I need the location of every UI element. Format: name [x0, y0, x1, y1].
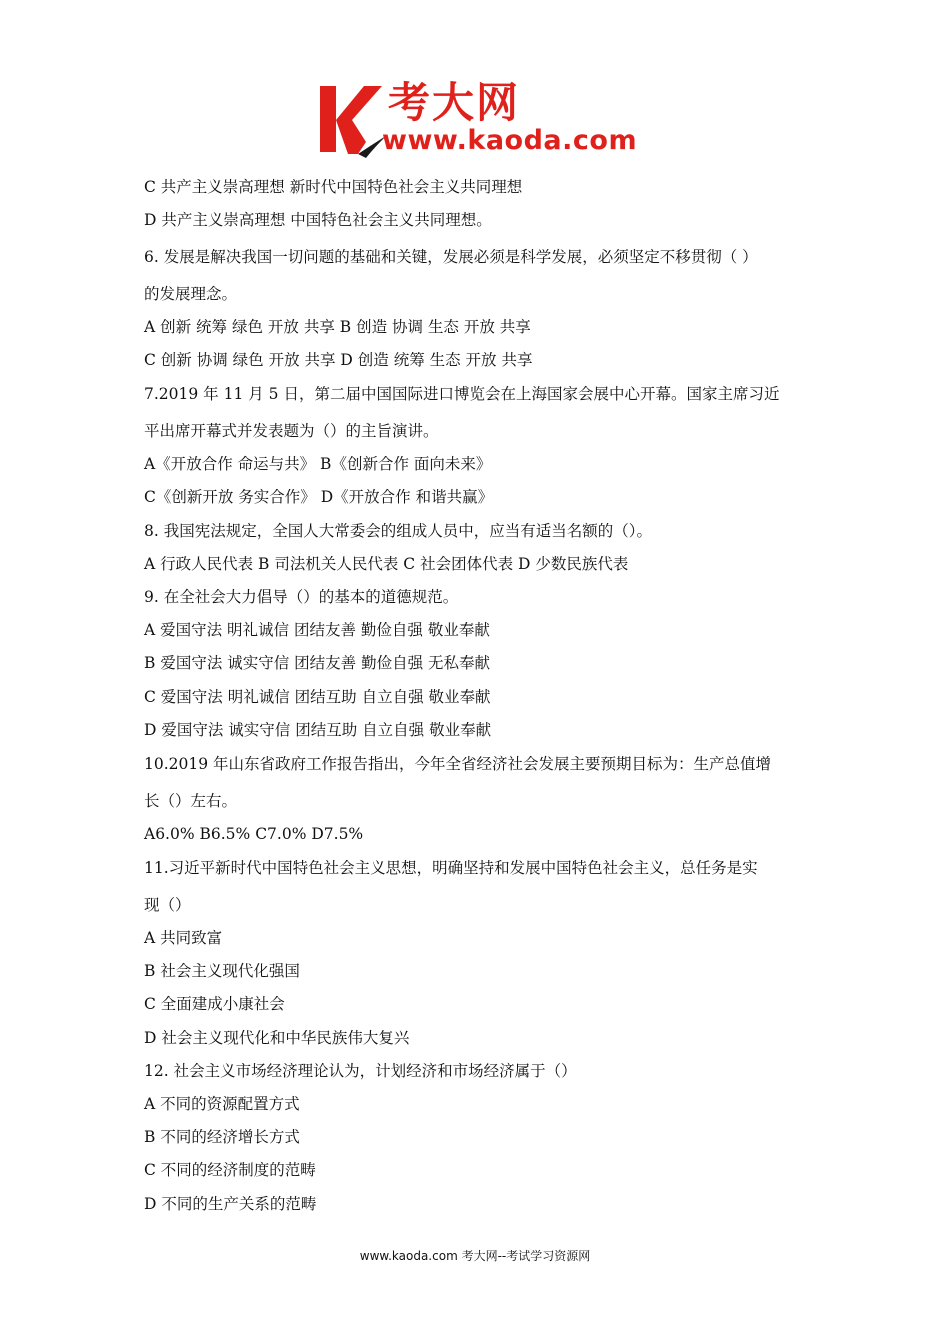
text-line: 12. 社会主义市场经济理论认为，计划经济和市场经济属于（）: [144, 1062, 577, 1080]
text-line: 6. 发展是解决我国一切问题的基础和关键，发展必须是科学发展，必须坚定不移贯彻（ ）: [144, 248, 758, 266]
text-line: A 行政人民代表 B 司法机关人民代表 C 社会团体代表 D 少数民族代表: [144, 555, 629, 573]
text-line: 11.习近平新时代中国特色社会主义思想，明确坚持和发展中国特色社会主义，总任务是实: [144, 859, 758, 877]
text-line: A 创新 统筹 绿色 开放 共享 B 创造 协调 生态 开放 共享: [144, 318, 531, 336]
text-line: A 爱国守法 明礼诚信 团结友善 勤俭自强 敬业奉献: [144, 621, 490, 639]
text-line: 10.2019 年山东省政府工作报告指出，今年全省经济社会发展主要预期目标为：生产总值增: [144, 755, 772, 773]
text-line: C 爱国守法 明礼诚信 团结互助 自立自强 敬业奉献: [144, 688, 491, 706]
text-line: C 创新 协调 绿色 开放 共享 D 创造 统筹 生态 开放 共享: [144, 351, 533, 369]
text-line: 平出席开幕式并发表题为（）的主旨演讲。: [144, 422, 439, 440]
text-line: 的发展理念。: [144, 285, 238, 303]
text-line: C 不同的经济制度的范畴: [144, 1161, 316, 1179]
logo-chinese-text: 考大网: [388, 78, 521, 127]
text-line: 长（）左右。: [144, 792, 238, 810]
page-footer: www.kaoda.com 考大网--考试学习资源网: [359, 1249, 591, 1263]
k-logo-icon: [318, 80, 388, 158]
text-line: A6.0% B6.5% C7.0% D7.5%: [144, 825, 364, 843]
text-line: D 社会主义现代化和中华民族伟大复兴: [144, 1029, 410, 1047]
text-line: D 共产主义崇高理想 中国特色社会主义共同理想。: [144, 211, 492, 229]
kaoda-logo: [318, 78, 640, 160]
text-line: C 全面建成小康社会: [144, 995, 285, 1013]
text-line: B 不同的经济增长方式: [144, 1128, 300, 1146]
text-line: B 社会主义现代化强国: [144, 962, 300, 980]
text-line: A 共同致富: [144, 929, 223, 947]
text-line: D 不同的生产关系的范畴: [144, 1195, 317, 1213]
text-line: 8. 我国宪法规定，全国人大常委会的组成人员中，应当有适当名额的（）。: [144, 522, 652, 540]
text-line: 现（）: [144, 896, 191, 914]
text-line: C 共产主义崇高理想 新时代中国特色社会主义共同理想: [144, 178, 523, 196]
text-line: A《开放合作 命运与共》 B《创新合作 面向未来》: [144, 455, 492, 473]
text-line: B 爱国守法 诚实守信 团结友善 勤俭自强 无私奉献: [144, 654, 491, 672]
text-line: 9. 在全社会大力倡导（）的基本的道德规范。: [144, 588, 459, 606]
text-line: C《创新开放 务实合作》 D《开放合作 和谐共赢》: [144, 488, 494, 506]
logo-url-text: www.kaoda.com: [382, 125, 638, 156]
text-line: 7.2019 年 11 月 5 日，第二届中国国际进口博览会在上海国家会展中心开幕。国家主席习近: [144, 385, 780, 403]
text-line: A 不同的资源配置方式: [144, 1095, 300, 1113]
text-line: D 爱国守法 诚实守信 团结互助 自立自强 敬业奉献: [144, 721, 492, 739]
